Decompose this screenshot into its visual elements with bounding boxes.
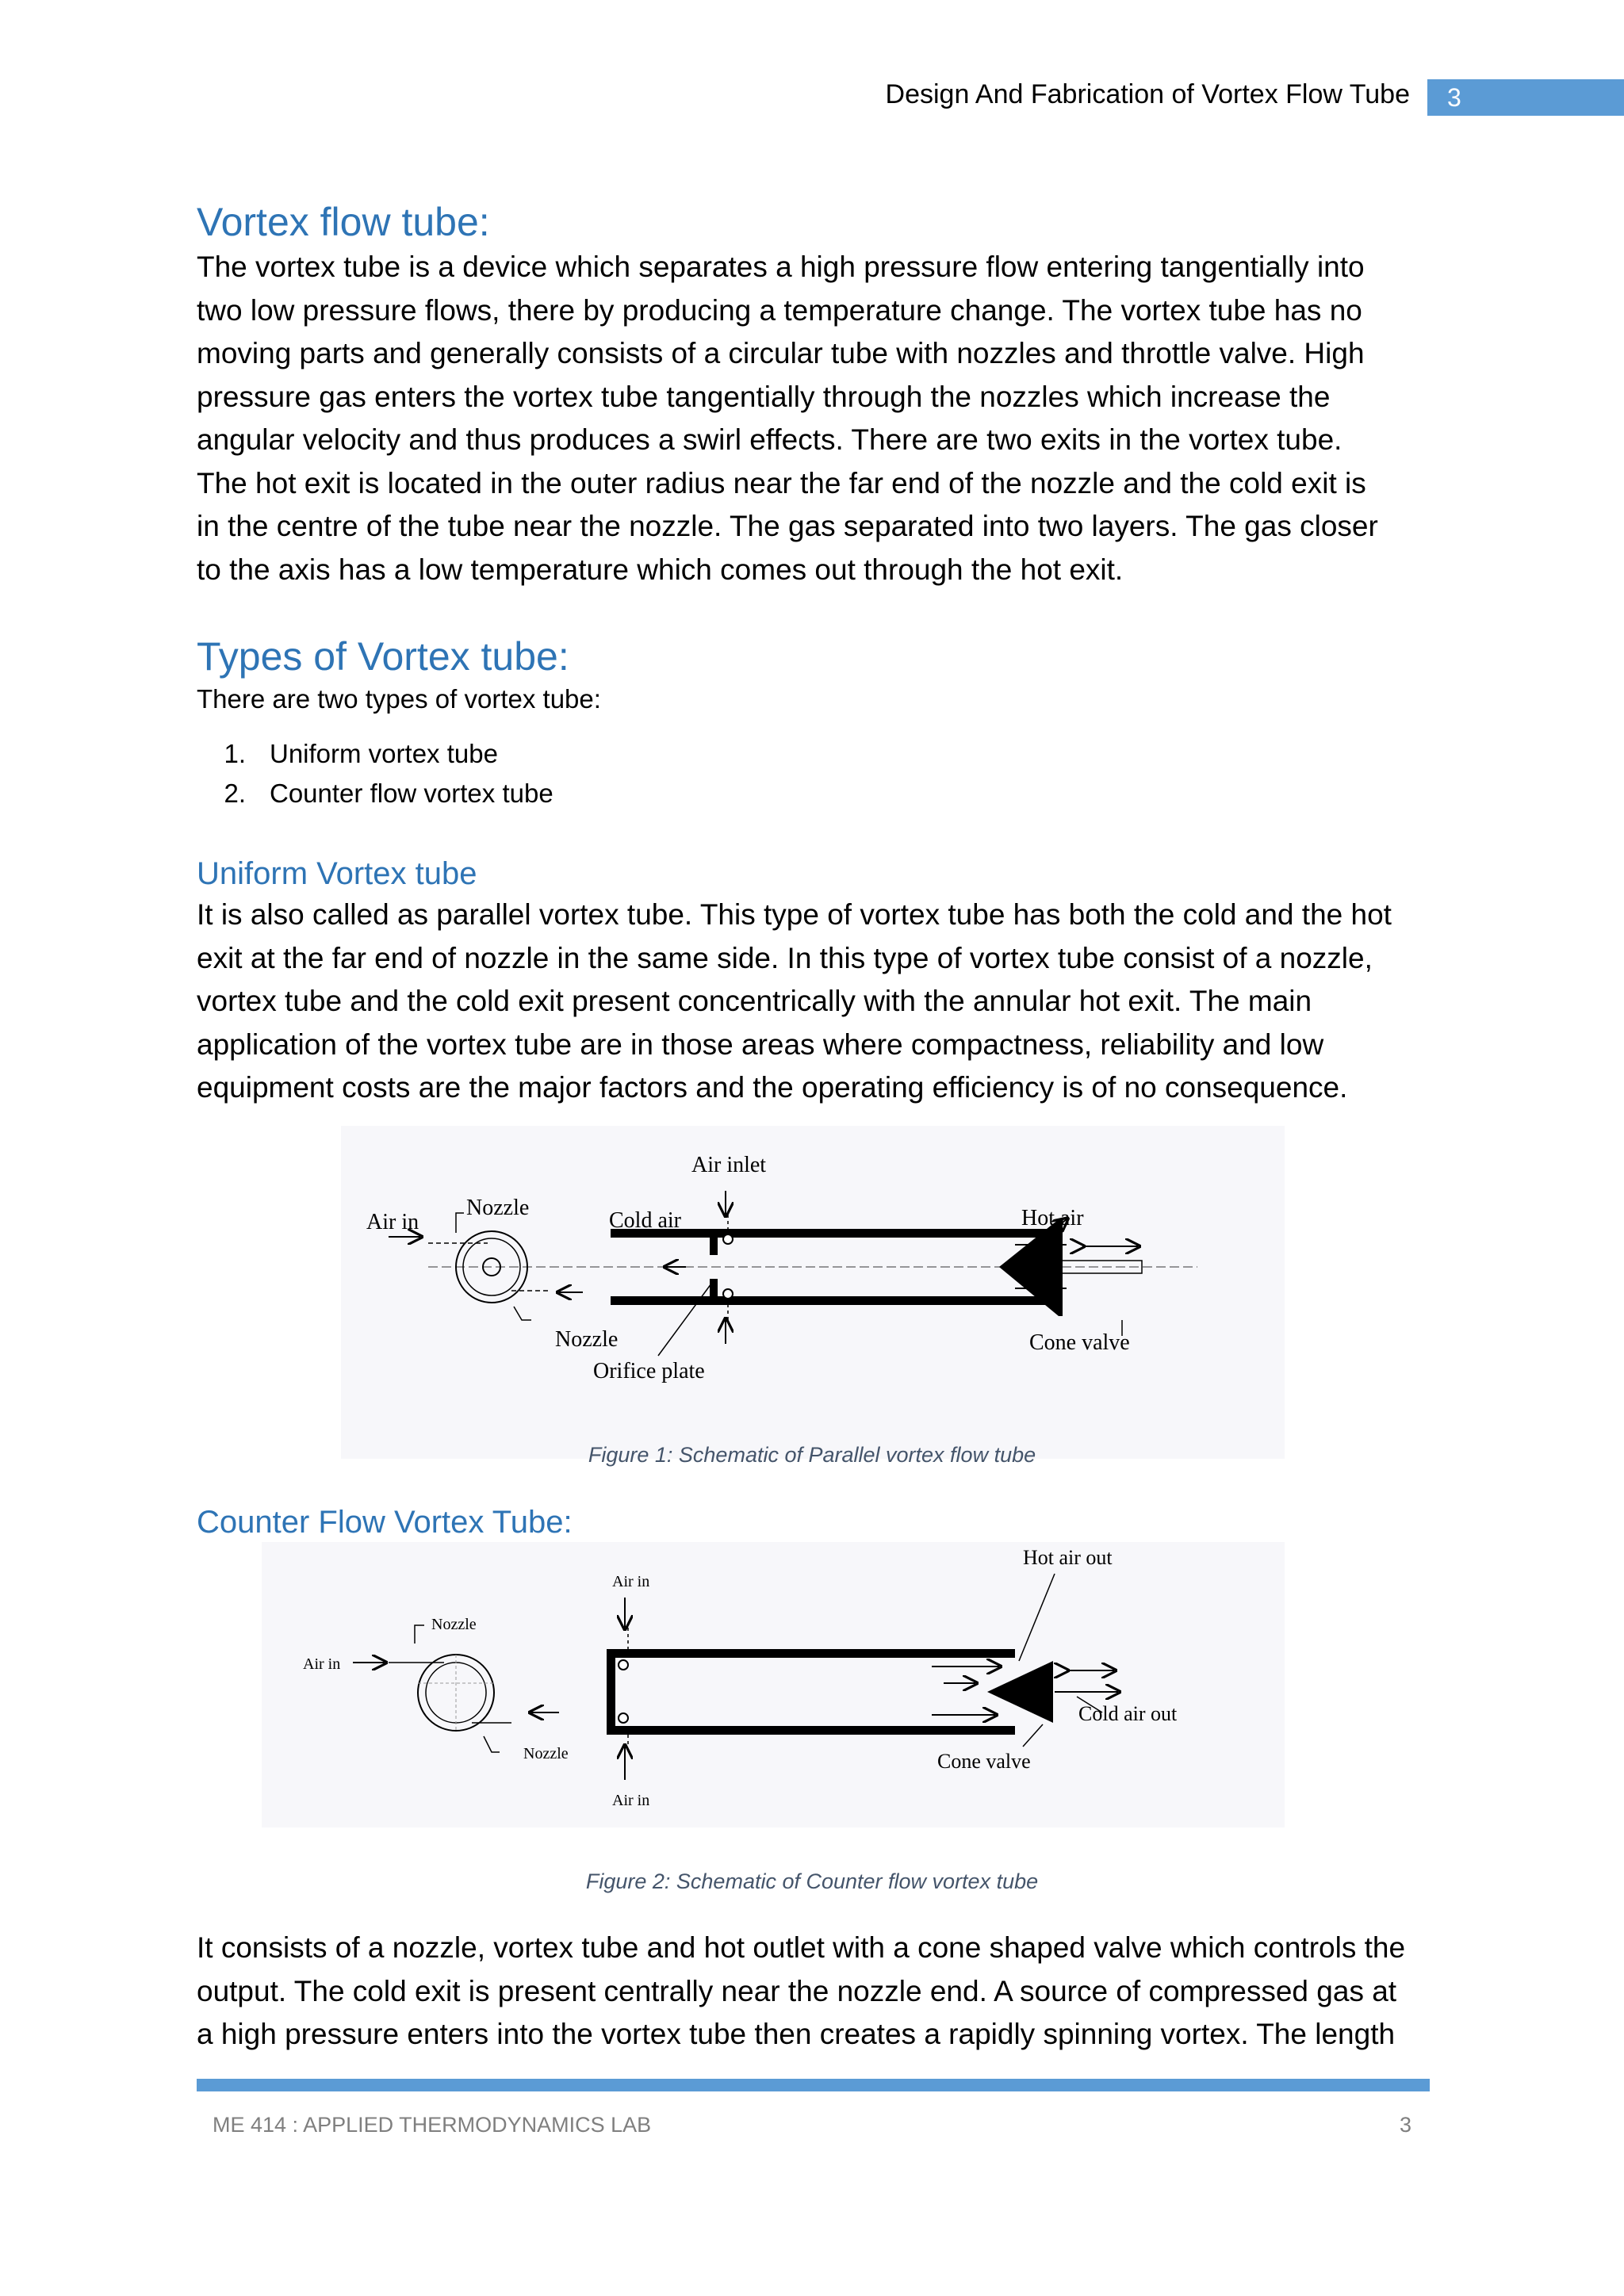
- label-air-in-left: Air in: [303, 1655, 341, 1673]
- cone-valve: [987, 1661, 1053, 1723]
- list-number: 1.: [224, 739, 246, 768]
- label-orifice-plate: Orifice plate: [593, 1359, 705, 1383]
- paragraph-line: output. The cold exit is present centrally near the nozzle end. A source of compressed gas at: [197, 1974, 1397, 2007]
- paragraph-line: a high pressure enters into the vortex tube then creates a rapidly spinning vortex. The length: [197, 2018, 1396, 2050]
- label-air-in-bottom: Air in: [612, 1792, 650, 1809]
- paragraph-line: two low pressure flows, there by producing a temperature change. The vortex tube has no: [197, 293, 1362, 327]
- list-item: [197, 774, 1430, 813]
- figure-1-schematic: [341, 1126, 1285, 1459]
- header-page-number-badge: 3: [1427, 79, 1624, 116]
- orifice-plate: [710, 1233, 718, 1255]
- paragraph-line: The vortex tube is a device which separates a high pressure flow entering tangentially into: [197, 251, 1365, 283]
- section-heading: Types of Vortex tube:: [197, 634, 569, 679]
- list-label: Uniform vortex tube: [270, 739, 498, 768]
- paragraph-line: moving parts and generally consists of a circular tube with nozzles and throttle valve. High: [197, 337, 1365, 369]
- paragraph-line: pressure gas enters the vortex tube tangentially through the nozzles which increase the: [197, 380, 1331, 413]
- subsection-heading: Uniform Vortex tube: [197, 856, 477, 891]
- paragraph-line: exit at the far end of nozzle in the same side. In this type of vortex tube consist of a nozzle,: [197, 941, 1373, 974]
- label-cold-air-out: Cold air out: [1078, 1702, 1178, 1725]
- orifice-plate: [710, 1279, 718, 1301]
- list-number: 2.: [224, 779, 246, 808]
- label-air-inlet: Air inlet: [691, 1153, 767, 1177]
- tube-wall-top: [607, 1649, 1015, 1658]
- section-heading: Vortex flow tube:: [197, 200, 490, 244]
- paragraph-line: application of the vortex tube are in those areas where compactness, reliability and low: [197, 1027, 1324, 1061]
- types-list: [197, 734, 1430, 813]
- section-uniform: [197, 854, 1430, 1110]
- types-intro: There are two types of vortex tube:: [197, 684, 601, 714]
- figure-2-caption: Figure 2: Schematic of Counter flow vortex tube: [585, 1869, 1039, 1893]
- paragraph-line: It consists of a nozzle, vortex tube and hot outlet with a cone shaped valve which controls the: [197, 1931, 1406, 1964]
- section-types: [197, 633, 1430, 813]
- paragraph-line: It is also called as parallel vortex tube. This type of vortex tube has both the cold and the hot: [197, 898, 1392, 931]
- paragraph-line: equipment costs are the major factors and the operating efficiency is of no consequence.: [197, 1071, 1348, 1104]
- label-nozzle-top: Nozzle: [431, 1616, 477, 1633]
- section-counter-heading: [197, 1502, 1430, 1542]
- figure-2-schematic: [262, 1542, 1285, 1827]
- paragraph-line: to the axis has a low temperature which comes out through the hot exit.: [197, 553, 1124, 586]
- label-hot-air: Hot air: [1021, 1206, 1084, 1230]
- label-cone-valve: Cone valve: [1029, 1330, 1130, 1355]
- label-air-in: Air in: [366, 1210, 419, 1234]
- footer-course: ME 414 : APPLIED THERMODYNAMICS LAB: [213, 2113, 652, 2137]
- section-counter-body: [197, 1927, 1430, 2057]
- paragraph-line: The hot exit is located in the outer radius near the far end of the nozzle and the cold exit is: [197, 466, 1366, 499]
- subsection-heading: Counter Flow Vortex Tube:: [197, 1505, 573, 1540]
- list-label: Counter flow vortex tube: [270, 779, 553, 808]
- section-vortex-flow-tube: [197, 198, 1430, 591]
- label-cold-air: Cold air: [609, 1208, 681, 1233]
- paragraph-line: vortex tube and the cold exit present concentrically with the annular hot exit. The main: [197, 985, 1312, 1017]
- label-cone-valve: Cone valve: [937, 1750, 1031, 1773]
- paragraph-line: angular velocity and thus produces a swirl effects. There are two exits in the vortex tube.: [197, 423, 1342, 456]
- label-nozzle-top: Nozzle: [466, 1196, 530, 1220]
- label-nozzle-bottom: Nozzle: [523, 1745, 569, 1762]
- list-item: [197, 734, 1430, 774]
- tube-wall-bottom: [607, 1726, 1015, 1735]
- label-nozzle-bottom: Nozzle: [555, 1327, 619, 1352]
- footer-rule: [197, 2079, 1430, 2091]
- figure-1-caption: Figure 1: Schematic of Parallel vortex flow tube: [588, 1443, 1036, 1467]
- tube-end-wall: [607, 1649, 615, 1735]
- running-header-title: Design And Fabrication of Vortex Flow Tube: [885, 79, 1410, 109]
- footer-page-number: 3: [1400, 2113, 1412, 2137]
- paragraph-line: in the centre of the tube near the nozzle. The gas separated into two layers. The gas closer: [197, 510, 1378, 542]
- label-air-in-top: Air in: [612, 1573, 650, 1590]
- tube-wall-bottom: [611, 1296, 1051, 1305]
- label-hot-air-out: Hot air out: [1023, 1546, 1113, 1569]
